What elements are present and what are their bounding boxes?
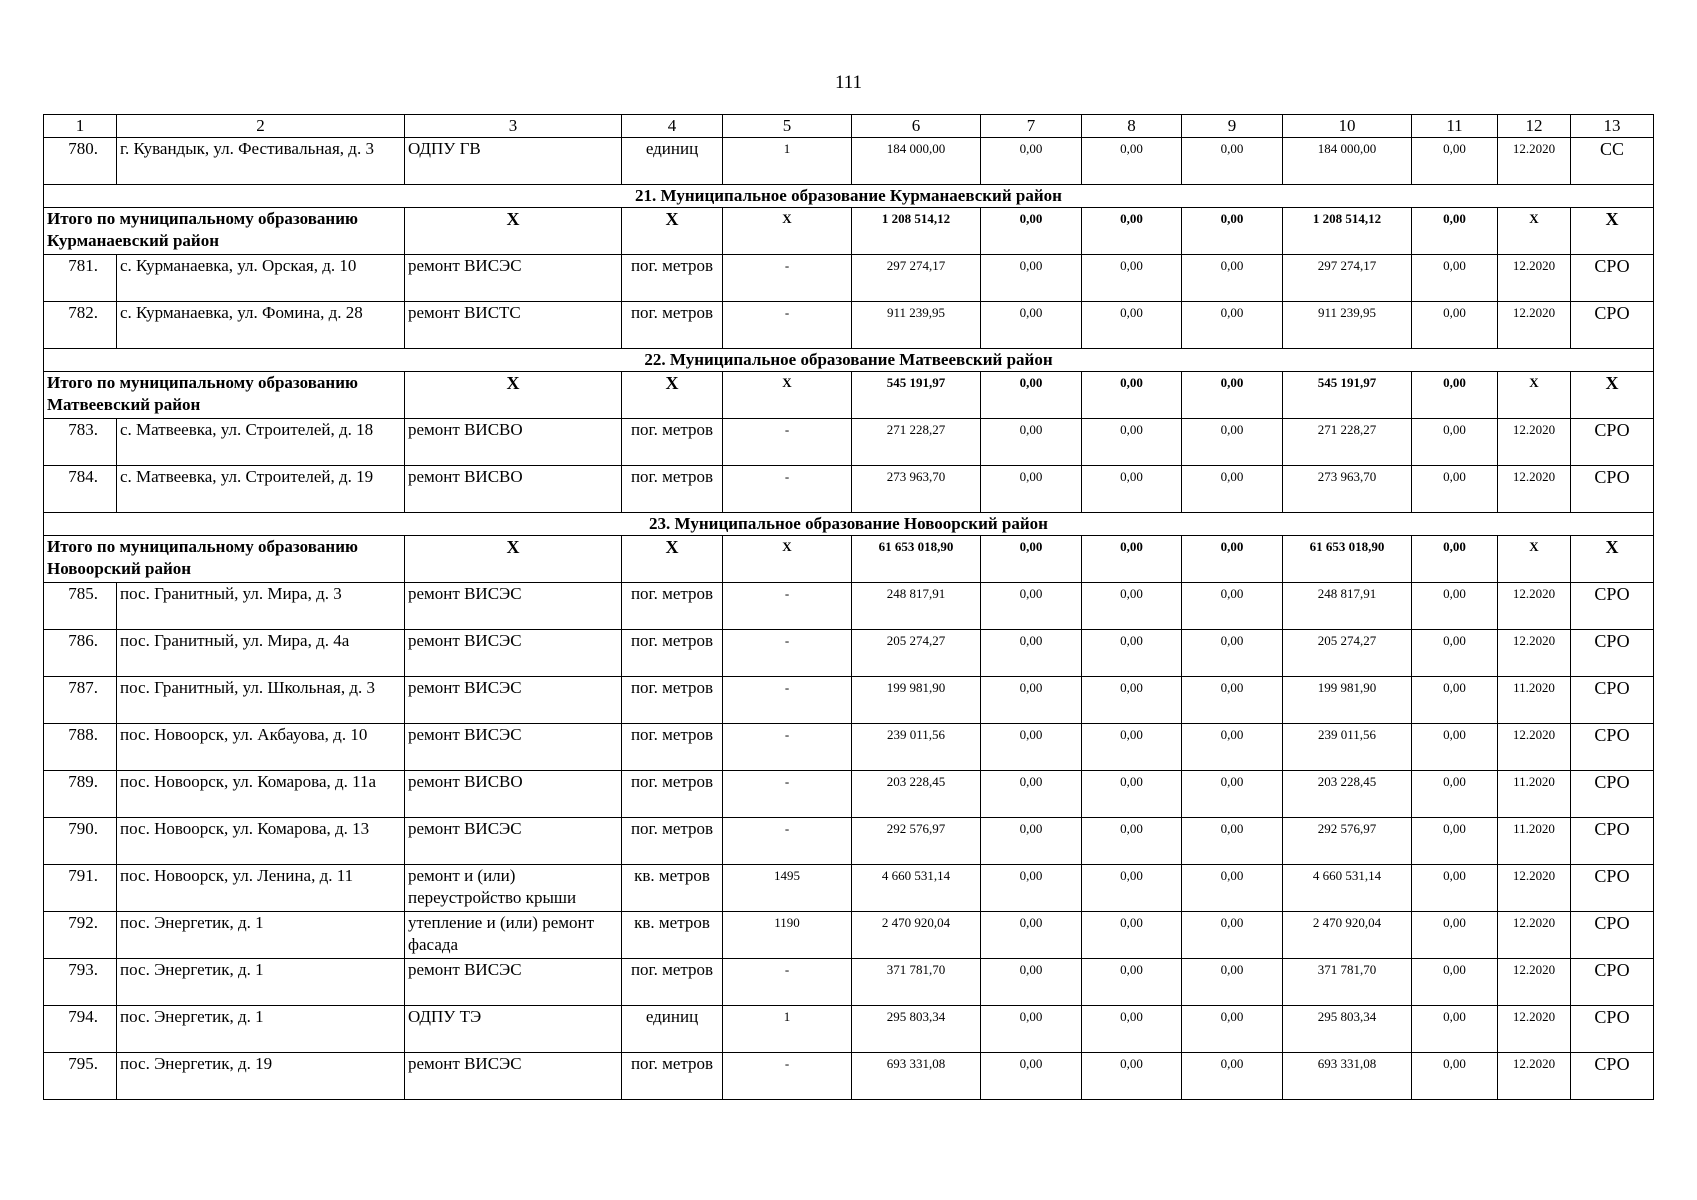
section-title: 22. Муниципальное образование Матвеевский район (44, 349, 1654, 372)
table-cell: 12.2020 (1498, 419, 1571, 466)
section-title: 21. Муниципальное образование Курманаевский район (44, 185, 1654, 208)
table-cell: 292 576,97 (852, 818, 981, 865)
total-cell: 0,00 (981, 372, 1082, 419)
table-cell: 184 000,00 (852, 138, 981, 185)
table-cell: пос. Новоорск, ул. Акбауова, д. 10 (117, 724, 405, 771)
table-cell: 0,00 (1412, 677, 1498, 724)
column-header: 4 (622, 115, 723, 138)
table-cell: ОДПУ ГВ (405, 138, 622, 185)
table-cell: СРО (1571, 677, 1654, 724)
total-cell: 1 208 514,12 (1283, 208, 1412, 255)
column-header: 11 (1412, 115, 1498, 138)
table-cell: пос. Новоорск, ул. Комарова, д. 13 (117, 818, 405, 865)
table-cell: 0,00 (981, 583, 1082, 630)
table-cell: 0,00 (1412, 255, 1498, 302)
total-cell: 545 191,97 (1283, 372, 1412, 419)
table-row (44, 302, 1654, 349)
table-cell: 0,00 (1412, 630, 1498, 677)
table-cell: ремонт и (или) переустройство крыши (405, 865, 622, 912)
table-cell: 371 781,70 (1283, 959, 1412, 1006)
table-cell: 0,00 (1412, 865, 1498, 912)
table-cell: 0,00 (1412, 419, 1498, 466)
total-cell: Х (622, 208, 723, 255)
table-cell: СРО (1571, 630, 1654, 677)
table-cell: 783. (44, 419, 117, 466)
table-cell: кв. метров (622, 865, 723, 912)
table-cell: ремонт ВИСЭС (405, 818, 622, 865)
table-cell: 199 981,90 (852, 677, 981, 724)
table-cell: 273 963,70 (1283, 466, 1412, 513)
table-cell: 1495 (723, 865, 852, 912)
table-cell: 0,00 (981, 138, 1082, 185)
column-header: 10 (1283, 115, 1412, 138)
table-cell: 784. (44, 466, 117, 513)
table-cell: 11.2020 (1498, 677, 1571, 724)
table-cell: пог. метров (622, 1053, 723, 1100)
table-row (44, 1006, 1654, 1053)
table-cell: 2 470 920,04 (852, 912, 981, 959)
table-cell: ремонт ВИСВО (405, 466, 622, 513)
table-cell: 1 (723, 1006, 852, 1053)
table-cell: 11.2020 (1498, 771, 1571, 818)
table-cell: 0,00 (1412, 1053, 1498, 1100)
table-cell: пог. метров (622, 466, 723, 513)
table-cell: ремонт ВИСВО (405, 771, 622, 818)
total-cell: 545 191,97 (852, 372, 981, 419)
table-cell: 911 239,95 (852, 302, 981, 349)
table-cell: 0,00 (1082, 677, 1182, 724)
table-cell: пог. метров (622, 724, 723, 771)
table-cell: - (723, 419, 852, 466)
table-cell: 12.2020 (1498, 302, 1571, 349)
table-cell: 0,00 (1412, 771, 1498, 818)
table-cell: СРО (1571, 302, 1654, 349)
table-row (44, 959, 1654, 1006)
table-cell: 0,00 (1082, 302, 1182, 349)
works-table (43, 114, 1654, 1100)
total-cell: Х (405, 208, 622, 255)
table-cell: - (723, 630, 852, 677)
table-cell: пог. метров (622, 255, 723, 302)
table-cell: 0,00 (1412, 302, 1498, 349)
table-cell: - (723, 677, 852, 724)
table-cell: 0,00 (981, 959, 1082, 1006)
table-cell: 795. (44, 1053, 117, 1100)
column-header: 12 (1498, 115, 1571, 138)
table-row (44, 724, 1654, 771)
section-header-row (44, 185, 1654, 208)
table-row (44, 419, 1654, 466)
table-cell: 786. (44, 630, 117, 677)
table-cell: 0,00 (981, 771, 1082, 818)
table-row (44, 583, 1654, 630)
table-row (44, 771, 1654, 818)
table-cell: 0,00 (1182, 302, 1283, 349)
table-cell: с. Матвеевка, ул. Строителей, д. 18 (117, 419, 405, 466)
table-row (44, 630, 1654, 677)
table-cell: 0,00 (981, 1006, 1082, 1053)
total-cell: 0,00 (1082, 372, 1182, 419)
table-cell: 0,00 (1182, 959, 1283, 1006)
table-cell: г. Кувандык, ул. Фестивальная, д. 3 (117, 138, 405, 185)
table-cell: 12.2020 (1498, 466, 1571, 513)
table-cell: 248 817,91 (852, 583, 981, 630)
table-cell: 0,00 (981, 865, 1082, 912)
table-cell: 203 228,45 (852, 771, 981, 818)
total-cell: 1 208 514,12 (852, 208, 981, 255)
table-body (44, 115, 1654, 1100)
table-cell: 0,00 (1082, 466, 1182, 513)
total-cell: 61 653 018,90 (852, 536, 981, 583)
table-cell: СРО (1571, 865, 1654, 912)
table-cell: ремонт ВИСВО (405, 419, 622, 466)
table-cell: 0,00 (1182, 912, 1283, 959)
table-cell: 0,00 (981, 466, 1082, 513)
table-cell: 0,00 (1412, 912, 1498, 959)
table-row (44, 912, 1654, 959)
table-cell: 0,00 (1182, 630, 1283, 677)
table-cell: ремонт ВИСЭС (405, 677, 622, 724)
table-cell: 0,00 (1082, 771, 1182, 818)
table-cell: 1 (723, 138, 852, 185)
table-cell: 0,00 (1182, 583, 1283, 630)
table-cell: ремонт ВИСЭС (405, 1053, 622, 1100)
table-cell: ОДПУ ТЭ (405, 1006, 622, 1053)
table-cell: ремонт ВИСЭС (405, 630, 622, 677)
table-cell: 0,00 (1412, 138, 1498, 185)
table-cell: 12.2020 (1498, 255, 1571, 302)
table-cell: 693 331,08 (1283, 1053, 1412, 1100)
table-cell: 271 228,27 (852, 419, 981, 466)
table-cell: 781. (44, 255, 117, 302)
table-cell: пог. метров (622, 818, 723, 865)
table-cell: 12.2020 (1498, 1006, 1571, 1053)
table-cell: пог. метров (622, 419, 723, 466)
table-cell: пос. Новоорск, ул. Комарова, д. 11а (117, 771, 405, 818)
table-cell: 693 331,08 (852, 1053, 981, 1100)
total-cell: Х (405, 536, 622, 583)
table-cell: 248 817,91 (1283, 583, 1412, 630)
total-cell: Х (1571, 536, 1654, 583)
total-cell: 0,00 (1182, 208, 1283, 255)
table-cell: ремонт ВИСЭС (405, 959, 622, 1006)
table-cell: 0,00 (1082, 818, 1182, 865)
table-cell: пог. метров (622, 959, 723, 1006)
table-cell: 12.2020 (1498, 912, 1571, 959)
table-cell: пог. метров (622, 771, 723, 818)
table-cell: 203 228,45 (1283, 771, 1412, 818)
table-cell: 0,00 (1082, 630, 1182, 677)
total-cell: 0,00 (1182, 372, 1283, 419)
table-cell: 780. (44, 138, 117, 185)
table-cell: пог. метров (622, 302, 723, 349)
total-cell: 0,00 (1412, 536, 1498, 583)
table-row (44, 818, 1654, 865)
table-row (44, 466, 1654, 513)
table-cell: пос. Энергетик, д. 1 (117, 959, 405, 1006)
table-cell: 787. (44, 677, 117, 724)
table-cell: пос. Гранитный, ул. Мира, д. 4а (117, 630, 405, 677)
table-cell: пос. Энергетик, д. 1 (117, 912, 405, 959)
table-cell: 0,00 (981, 724, 1082, 771)
table-cell: 793. (44, 959, 117, 1006)
table-cell: 0,00 (1412, 583, 1498, 630)
table-cell: СРО (1571, 419, 1654, 466)
header-row (44, 115, 1654, 138)
table-cell: 0,00 (981, 818, 1082, 865)
table-cell: 0,00 (1412, 466, 1498, 513)
table-cell: с. Курманаевка, ул. Орская, д. 10 (117, 255, 405, 302)
table-cell: 0,00 (1082, 865, 1182, 912)
table-cell: ремонт ВИСЭС (405, 724, 622, 771)
table-cell: - (723, 255, 852, 302)
table-cell: 273 963,70 (852, 466, 981, 513)
table-cell: 0,00 (1182, 1006, 1283, 1053)
total-cell: 0,00 (981, 208, 1082, 255)
table-cell: 0,00 (1182, 865, 1283, 912)
total-cell: 0,00 (1412, 372, 1498, 419)
table-cell: 371 781,70 (852, 959, 981, 1006)
total-label: Итого по муниципальному образованию Курманаевский район (44, 208, 405, 255)
column-header: 9 (1182, 115, 1283, 138)
table-cell: 785. (44, 583, 117, 630)
table-cell: 0,00 (1182, 466, 1283, 513)
table-cell: ремонт ВИСЭС (405, 583, 622, 630)
total-cell: Х (723, 372, 852, 419)
table-cell: 0,00 (1082, 912, 1182, 959)
table-cell: СРО (1571, 724, 1654, 771)
total-label: Итого по муниципальному образованию Матвеевский район (44, 372, 405, 419)
table-cell: 295 803,34 (1283, 1006, 1412, 1053)
table-cell: 0,00 (1182, 724, 1283, 771)
table-cell: 184 000,00 (1283, 138, 1412, 185)
total-cell: Х (622, 372, 723, 419)
section-title: 23. Муниципальное образование Новоорский район (44, 513, 1654, 536)
table-cell: - (723, 724, 852, 771)
table-cell: СРО (1571, 912, 1654, 959)
table-cell: 0,00 (1412, 818, 1498, 865)
table-cell: 271 228,27 (1283, 419, 1412, 466)
table-row (44, 138, 1654, 185)
table-cell: - (723, 466, 852, 513)
table-cell: утепление и (или) ремонт фасада (405, 912, 622, 959)
table-cell: 205 274,27 (1283, 630, 1412, 677)
table-cell: СРО (1571, 959, 1654, 1006)
column-header: 2 (117, 115, 405, 138)
table-cell: 792. (44, 912, 117, 959)
table-cell: 0,00 (1182, 419, 1283, 466)
table-cell: 239 011,56 (1283, 724, 1412, 771)
table-cell: 0,00 (981, 255, 1082, 302)
table-cell: пос. Гранитный, ул. Школьная, д. 3 (117, 677, 405, 724)
table-cell: СРО (1571, 466, 1654, 513)
page-number: 111 (834, 72, 863, 93)
table-cell: 1190 (723, 912, 852, 959)
table-cell: ремонт ВИСЭС (405, 255, 622, 302)
table-cell: 2 470 920,04 (1283, 912, 1412, 959)
table-cell: 0,00 (981, 419, 1082, 466)
table-cell: 0,00 (1082, 959, 1182, 1006)
column-header: 8 (1082, 115, 1182, 138)
table-cell: 789. (44, 771, 117, 818)
section-header-row (44, 349, 1654, 372)
table-cell: 0,00 (1182, 818, 1283, 865)
table-cell: 0,00 (1412, 1006, 1498, 1053)
total-cell: Х (405, 372, 622, 419)
table-cell: - (723, 818, 852, 865)
table-cell: СРО (1571, 771, 1654, 818)
table-cell: 0,00 (1412, 724, 1498, 771)
table-cell: 295 803,34 (852, 1006, 981, 1053)
table-cell: с. Матвеевка, ул. Строителей, д. 19 (117, 466, 405, 513)
table-cell: пог. метров (622, 677, 723, 724)
total-cell: Х (1498, 372, 1571, 419)
total-cell: Х (1571, 372, 1654, 419)
total-cell: 0,00 (1082, 536, 1182, 583)
table-cell: 0,00 (1082, 138, 1182, 185)
table-cell: 911 239,95 (1283, 302, 1412, 349)
table-cell: - (723, 583, 852, 630)
table-cell: пог. метров (622, 583, 723, 630)
total-row (44, 208, 1654, 255)
table-cell: 12.2020 (1498, 1053, 1571, 1100)
table-cell: СРО (1571, 1006, 1654, 1053)
table-row (44, 677, 1654, 724)
table-cell: 0,00 (1082, 1053, 1182, 1100)
table-cell: 0,00 (1082, 583, 1182, 630)
column-header: 7 (981, 115, 1082, 138)
table-cell: 12.2020 (1498, 724, 1571, 771)
table-row (44, 865, 1654, 912)
table-cell: пог. метров (622, 630, 723, 677)
table-row (44, 255, 1654, 302)
table-cell: 0,00 (1082, 724, 1182, 771)
table-cell: 297 274,17 (852, 255, 981, 302)
table-cell: ремонт ВИСТС (405, 302, 622, 349)
total-row (44, 536, 1654, 583)
table-cell: 0,00 (1412, 959, 1498, 1006)
table-cell: 0,00 (1182, 771, 1283, 818)
table-cell: - (723, 1053, 852, 1100)
total-cell: Х (1498, 208, 1571, 255)
table-cell: СРО (1571, 255, 1654, 302)
table-cell: 239 011,56 (852, 724, 981, 771)
table-cell: 0,00 (981, 912, 1082, 959)
table-cell: пос. Энергетик, д. 1 (117, 1006, 405, 1053)
total-cell: Х (622, 536, 723, 583)
table-cell: 0,00 (1182, 255, 1283, 302)
table-cell: 791. (44, 865, 117, 912)
table-cell: - (723, 959, 852, 1006)
table-cell: СС (1571, 138, 1654, 185)
table-cell: 4 660 531,14 (1283, 865, 1412, 912)
table-cell: 0,00 (1082, 419, 1182, 466)
total-cell: Х (723, 208, 852, 255)
column-header: 6 (852, 115, 981, 138)
column-header: 3 (405, 115, 622, 138)
table-cell: 199 981,90 (1283, 677, 1412, 724)
table-cell: 12.2020 (1498, 138, 1571, 185)
table-cell: - (723, 771, 852, 818)
table-cell: 12.2020 (1498, 583, 1571, 630)
total-row (44, 372, 1654, 419)
total-cell: 0,00 (1182, 536, 1283, 583)
column-header: 5 (723, 115, 852, 138)
table-cell: пос. Гранитный, ул. Мира, д. 3 (117, 583, 405, 630)
table-cell: с. Курманаевка, ул. Фомина, д. 28 (117, 302, 405, 349)
table-cell: 794. (44, 1006, 117, 1053)
section-header-row (44, 513, 1654, 536)
column-header: 1 (44, 115, 117, 138)
table-cell: 292 576,97 (1283, 818, 1412, 865)
table-row (44, 1053, 1654, 1100)
table-cell: 4 660 531,14 (852, 865, 981, 912)
table-cell: 12.2020 (1498, 630, 1571, 677)
total-cell: 0,00 (1082, 208, 1182, 255)
total-label: Итого по муниципальному образованию Новоорский район (44, 536, 405, 583)
table-cell: 0,00 (981, 302, 1082, 349)
table-cell: 0,00 (1082, 1006, 1182, 1053)
table-cell: единиц (622, 138, 723, 185)
table-cell: СРО (1571, 583, 1654, 630)
table-cell: 0,00 (1182, 1053, 1283, 1100)
total-cell: 0,00 (981, 536, 1082, 583)
table-cell: кв. метров (622, 912, 723, 959)
table-cell: 788. (44, 724, 117, 771)
table-cell: СРО (1571, 1053, 1654, 1100)
total-cell: Х (1498, 536, 1571, 583)
table-cell: 0,00 (981, 677, 1082, 724)
total-cell: Х (723, 536, 852, 583)
table-cell: 0,00 (981, 630, 1082, 677)
table-cell: 205 274,27 (852, 630, 981, 677)
table-cell: 790. (44, 818, 117, 865)
table-cell: 297 274,17 (1283, 255, 1412, 302)
table-cell: 0,00 (981, 1053, 1082, 1100)
table-cell: 0,00 (1182, 677, 1283, 724)
total-cell: 61 653 018,90 (1283, 536, 1412, 583)
table-cell: 12.2020 (1498, 959, 1571, 1006)
column-header: 13 (1571, 115, 1654, 138)
table-cell: 11.2020 (1498, 818, 1571, 865)
table-cell: пос. Новоорск, ул. Ленина, д. 11 (117, 865, 405, 912)
table-cell: пос. Энергетик, д. 19 (117, 1053, 405, 1100)
total-cell: Х (1571, 208, 1654, 255)
table-cell: 0,00 (1082, 255, 1182, 302)
table-cell: 782. (44, 302, 117, 349)
table-cell: СРО (1571, 818, 1654, 865)
table-cell: - (723, 302, 852, 349)
table-cell: 12.2020 (1498, 865, 1571, 912)
table-cell: единиц (622, 1006, 723, 1053)
table-cell: 0,00 (1182, 138, 1283, 185)
total-cell: 0,00 (1412, 208, 1498, 255)
